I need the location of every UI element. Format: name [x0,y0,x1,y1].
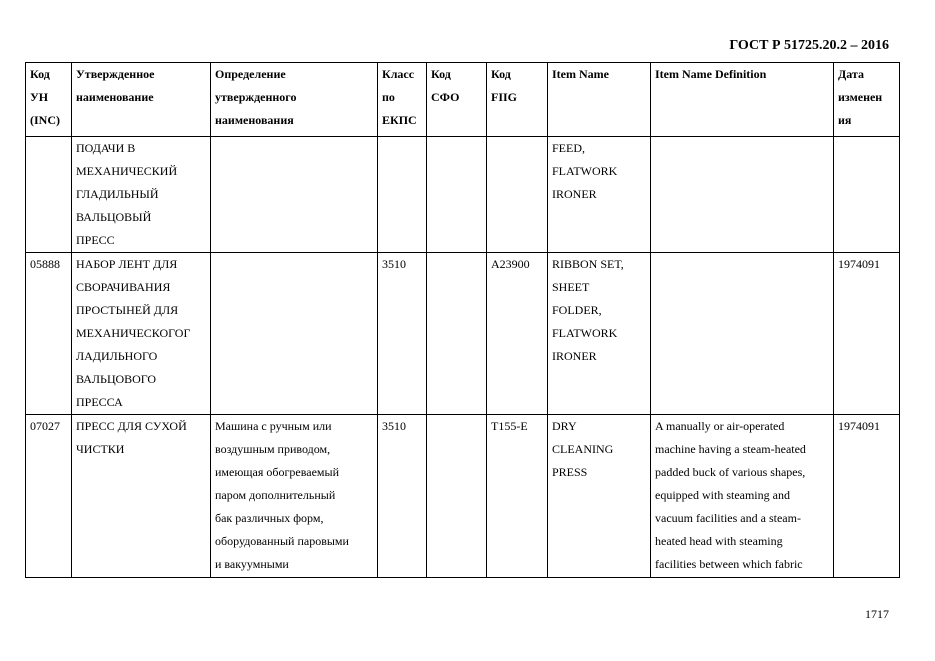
page-number: 1717 [865,607,889,621]
col-header-item-definition: Item Name Definition [651,63,834,137]
cell-class: 3510 [378,415,427,578]
cell-inc: 07027 [26,415,72,578]
cell-item-name: RIBBON SET, SHEET FOLDER, FLATWORK IRONER [548,253,651,415]
cell-definition: Машина с ручным или воздушным приводом, имеющая обогреваемый паром дополнительный бак различных форм, оборудованный паровыми и вакуумными [211,415,378,578]
cell-fiig [487,137,548,253]
cell-inc: 05888 [26,253,72,415]
col-header-item-name: Item Name [548,63,651,137]
cell-sfo [427,415,487,578]
cell-item-definition [651,137,834,253]
cell-item-name: DRY CLEANING PRESS [548,415,651,578]
cell-approved-name: ПРЕСС ДЛЯ СУХОЙ ЧИСТКИ [72,415,211,578]
cell-approved-name: НАБОР ЛЕНТ ДЛЯ СВОРАЧИВАНИЯ ПРОСТЫНЕЙ ДЛЯ МЕХАНИЧЕСКОГОГ ЛАДИЛЬНОГО ВАЛЬЦОВОГО ПРЕССА [72,253,211,415]
cell-item-definition [651,253,834,415]
table-header-row [26,63,900,137]
cell-class [378,137,427,253]
col-header-inc: Код УН (INC) [26,63,72,137]
cell-class: 3510 [378,253,427,415]
col-header-approved-name: Утвержденное наименование [72,63,211,137]
cell-fiig: T155-E [487,415,548,578]
col-header-date: Дата изменен ия [834,63,900,137]
cell-fiig: A23900 [487,253,548,415]
table-row [26,253,900,415]
document-code: ГОСТ Р 51725.20.2 – 2016 [729,38,889,53]
cell-date: 1974091 [834,415,900,578]
classifier-table [25,62,900,578]
table-row [26,137,900,253]
cell-item-name: FEED, FLATWORK IRONER [548,137,651,253]
table-row [26,415,900,578]
cell-date [834,137,900,253]
col-header-fiig: Код FIIG [487,63,548,137]
cell-item-definition: A manually or air-operated machine having a steam-heated padded buck of various shapes, equipped with steaming and vacuum facilities and a steam- heated head with steaming facilities between which fabric [651,415,834,578]
cell-sfo [427,253,487,415]
cell-definition [211,137,378,253]
col-header-class: Класс по ЕКПС [378,63,427,137]
col-header-sfo: Код СФО [427,63,487,137]
cell-inc [26,137,72,253]
cell-date: 1974091 [834,253,900,415]
cell-definition [211,253,378,415]
cell-sfo [427,137,487,253]
col-header-definition: Определение утвержденного наименования [211,63,378,137]
cell-approved-name: ПОДАЧИ В МЕХАНИЧЕСКИЙ ГЛАДИЛЬНЫЙ ВАЛЬЦОВЫЙ ПРЕСС [72,137,211,253]
